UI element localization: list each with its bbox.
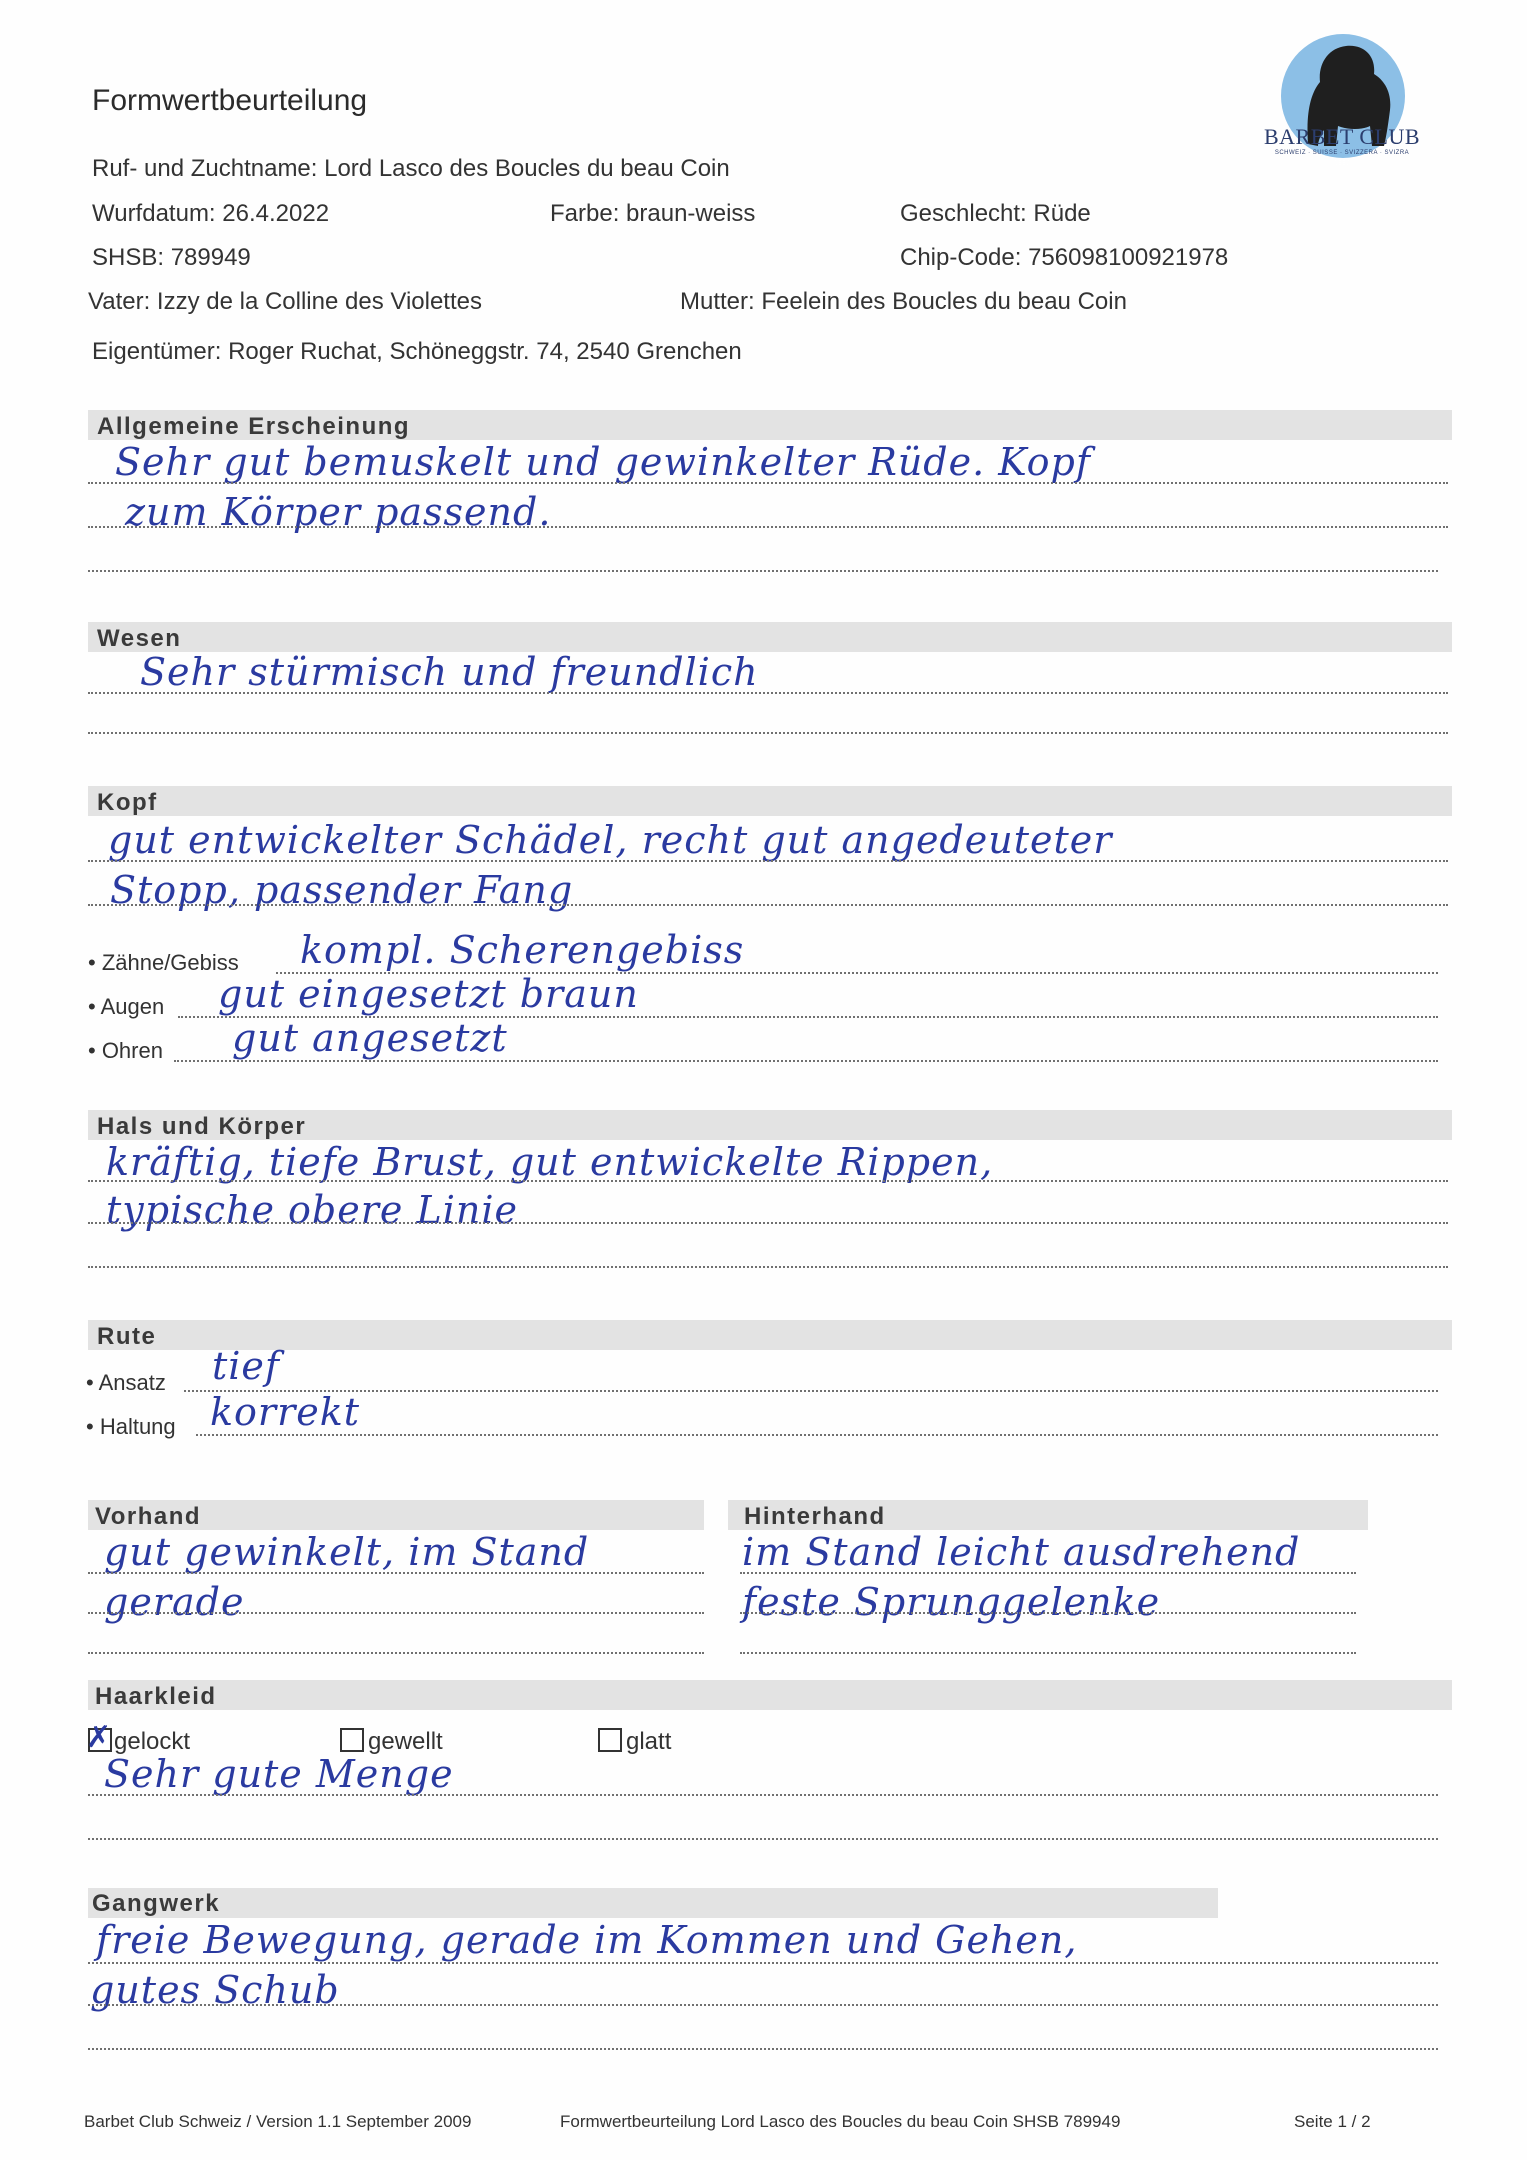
checkbox-glatt[interactable] [598, 1728, 622, 1752]
section-title-allgemein: Allgemeine Erscheinung [97, 413, 411, 440]
writing-line [88, 1612, 704, 1614]
footer-page-number: Seite 1 / 2 [1294, 2112, 1371, 2131]
writing-line [88, 692, 1448, 694]
haarkleid-text-line-1: Sehr gute Menge [104, 1752, 454, 1796]
writing-line [88, 482, 1448, 484]
writing-line [196, 1434, 1438, 1436]
farbe: Farbe: braun-weiss [550, 200, 756, 227]
vater: Vater: Izzy de la Colline des Violettes [88, 288, 482, 315]
footer-version: Barbet Club Schweiz / Version 1.1 September 2009 [84, 2112, 472, 2131]
kopf-text-line-2: Stopp, passender Fang [110, 868, 574, 912]
wesen-text-line-1: Sehr stürmisch und freundlich [140, 650, 759, 694]
ansatz-value: tief [212, 1344, 280, 1388]
allgemein-text-line-2: zum Körper passend. [125, 490, 552, 534]
label-zaehne: • Zähne/Gebiss [88, 950, 239, 975]
mutter: Mutter: Feelein des Boucles du beau Coin [680, 288, 1127, 315]
kopf-text-line-1: gut entwickelter Schädel, recht gut angedeuteter [108, 818, 1113, 862]
wurfdatum: Wurfdatum: 26.4.2022 [92, 200, 330, 227]
writing-line [88, 1222, 1448, 1224]
writing-line [88, 2004, 1438, 2006]
eigentuemer: Eigentümer: Roger Ruchat, Schöneggstr. 74, 2540 Grenchen [92, 338, 742, 365]
section-title-rute: Rute [97, 1323, 157, 1350]
hals-text-line-2: typische obere Linie [106, 1188, 518, 1232]
haltung-value: korrekt [210, 1390, 361, 1434]
footer-document-title: Formwertbeurteilung Lord Lasco des Boucles du beau Coin SHSB 789949 [560, 2112, 1121, 2131]
check-mark-icon: ✗ [86, 1720, 112, 1755]
label-augen: • Augen [88, 994, 165, 1019]
writing-line [88, 1794, 1438, 1796]
writing-line [740, 1652, 1356, 1654]
section-bar-haarkleid [88, 1680, 1452, 1710]
checkbox-gewellt[interactable] [340, 1728, 364, 1752]
section-bar-kopf [88, 786, 1452, 816]
shsb-number: SHSB: 789949 [92, 244, 251, 271]
form-title: Formwertbeurteilung [92, 84, 368, 117]
vorhand-text-line-2: gerade [104, 1580, 245, 1624]
option-label-glatt: glatt [626, 1728, 672, 1755]
vorhand-text-line-1: gut gewinkelt, im Stand [104, 1530, 590, 1574]
writing-line [88, 860, 1448, 862]
section-title-hinterhand: Hinterhand [744, 1503, 886, 1530]
writing-line [88, 1838, 1438, 1840]
writing-line [740, 1612, 1356, 1614]
writing-line [88, 1962, 1438, 1964]
section-title-gangwerk: Gangwerk [92, 1890, 221, 1917]
writing-line [88, 1266, 1448, 1268]
writing-line [88, 526, 1448, 528]
hals-text-line-1: kräftig, tiefe Brust, gut entwickelte Rippen, [106, 1140, 994, 1184]
hinterhand-text-line-2: feste Sprunggelenke [742, 1580, 1161, 1624]
label-ohren: • Ohren [88, 1038, 163, 1063]
geschlecht: Geschlecht: Rüde [900, 200, 1091, 227]
section-bar-rute [88, 1320, 1452, 1350]
label-ansatz: • Ansatz [86, 1370, 166, 1395]
section-title-wesen: Wesen [97, 625, 182, 652]
option-label-gelockt: gelockt [114, 1728, 191, 1755]
writing-line [88, 1652, 704, 1654]
checkbox-gelockt[interactable] [86, 1720, 112, 1755]
zaehne-value: kompl. Scherengebiss [300, 928, 745, 972]
section-bar-gangwerk [88, 1888, 1218, 1918]
augen-value: gut eingesetzt braun [218, 972, 639, 1016]
writing-line [88, 570, 1438, 572]
writing-line [88, 1572, 704, 1574]
allgemein-text-line-1: Sehr gut bemuskelt und gewinkelter Rüde. Kopf [115, 440, 1091, 484]
label-haltung: • Haltung [86, 1414, 176, 1439]
section-title-vorhand: Vorhand [95, 1503, 202, 1530]
writing-line [174, 1060, 1438, 1062]
writing-line [184, 1390, 1438, 1392]
hinterhand-text-line-1: im Stand leicht ausdrehend [742, 1530, 1301, 1574]
writing-line [88, 732, 1448, 734]
ruf-zuchtname: Ruf- und Zuchtname: Lord Lasco des Boucles du beau Coin [92, 155, 730, 182]
writing-line [88, 1180, 1448, 1182]
gangwerk-text-line-2: gutes Schub [90, 1968, 340, 2012]
logo-name: BARBET CLUB [1263, 124, 1421, 149]
section-bar-wesen [88, 622, 1452, 652]
gangwerk-text-line-1: freie Bewegung, gerade im Kommen und Gehen, [96, 1918, 1078, 1962]
ohren-value: gut angesetzt [232, 1016, 508, 1060]
logo-year: 1997 [1334, 160, 1350, 167]
chip-code: Chip-Code: 756098100921978 [900, 244, 1229, 271]
logo-subline: SCHWEIZ · SUISSE · SVIZZERA · SVIZRA [1274, 150, 1410, 156]
writing-line [88, 2048, 1438, 2050]
section-title-hals: Hals und Körper [97, 1113, 307, 1140]
section-title-haarkleid: Haarkleid [95, 1683, 217, 1710]
section-title-kopf: Kopf [97, 789, 158, 816]
option-label-gewellt: gewellt [368, 1728, 443, 1755]
writing-line [88, 904, 1448, 906]
writing-line [740, 1572, 1356, 1574]
